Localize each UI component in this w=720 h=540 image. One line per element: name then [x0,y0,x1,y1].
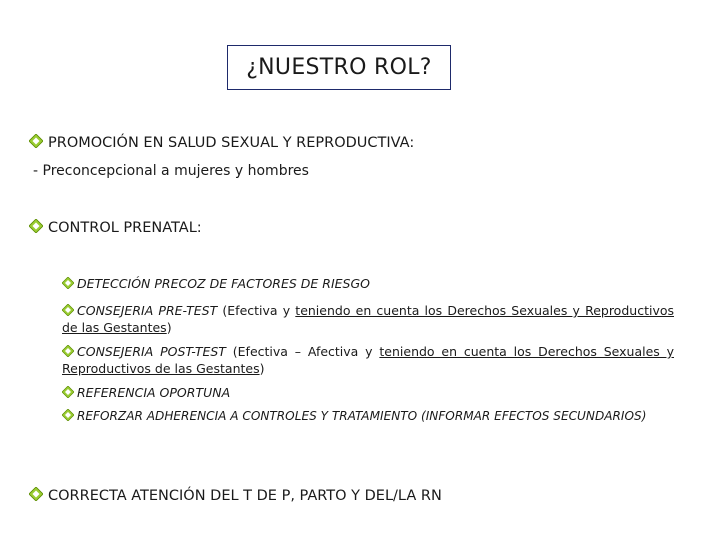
consejeria-post-label: CONSEJERIA POST-TEST [77,344,226,359]
promocion-heading: PROMOCIÓN EN SALUD SEXUAL Y REPRODUCTIVA: [48,135,415,151]
reforzar-text: REFORZAR ADHERENCIA A CONTROLES Y TRATAMIENTO (INFORMAR EFECTOS SECUNDARIOS) [77,409,647,423]
consejeria-pre-item [62,302,674,336]
consejeria-post-underlined: teniendo en cuenta los Derechos Sexuales y Reproductivos de las Gestantes [62,344,674,376]
atencion-heading: CORRECTA ATENCIÓN DEL T DE P, PARTO Y DEL/LA RN [48,488,442,504]
control-heading: CONTROL PRENATAL: [48,220,202,236]
diamond-bullet-icon [29,487,43,501]
consejeria-pre-open: (Efectiva y [217,303,296,318]
page-title: ¿NUESTRO ROL? [227,45,451,90]
consejeria-pre-label: CONSEJERIA PRE-TEST [77,303,218,318]
referencia-text: REFERENCIA OPORTUNA [77,385,231,400]
diamond-bullet-icon [29,134,43,148]
diamond-bullet-icon [62,277,74,289]
deteccion-text: DETECCIÓN PRECOZ DE FACTORES DE RIESGO [77,276,371,291]
diamond-bullet-icon [62,409,74,421]
consejeria-post-close: ) [259,361,265,376]
consejeria-post-item [62,343,674,377]
promocion-heading-row [29,134,414,151]
diamond-bullet-icon [62,345,74,357]
preconcepcional-text: - Preconcepcional a mujeres y hombres [33,163,309,179]
control-heading-row [29,219,202,236]
consejeria-pre-close: ) [166,320,172,335]
diamond-bullet-icon [62,386,74,398]
atencion-heading-row [29,487,442,504]
deteccion-item [62,276,370,291]
diamond-bullet-icon [29,219,43,233]
referencia-item [62,385,230,400]
consejeria-post-open: (Efectiva – Afectiva y [225,344,380,359]
diamond-bullet-icon [62,304,74,316]
reforzar-item [62,409,646,423]
consejeria-pre-underlined: teniendo en cuenta los Derechos Sexuales y Reproductivos de las Gestantes [62,303,674,335]
